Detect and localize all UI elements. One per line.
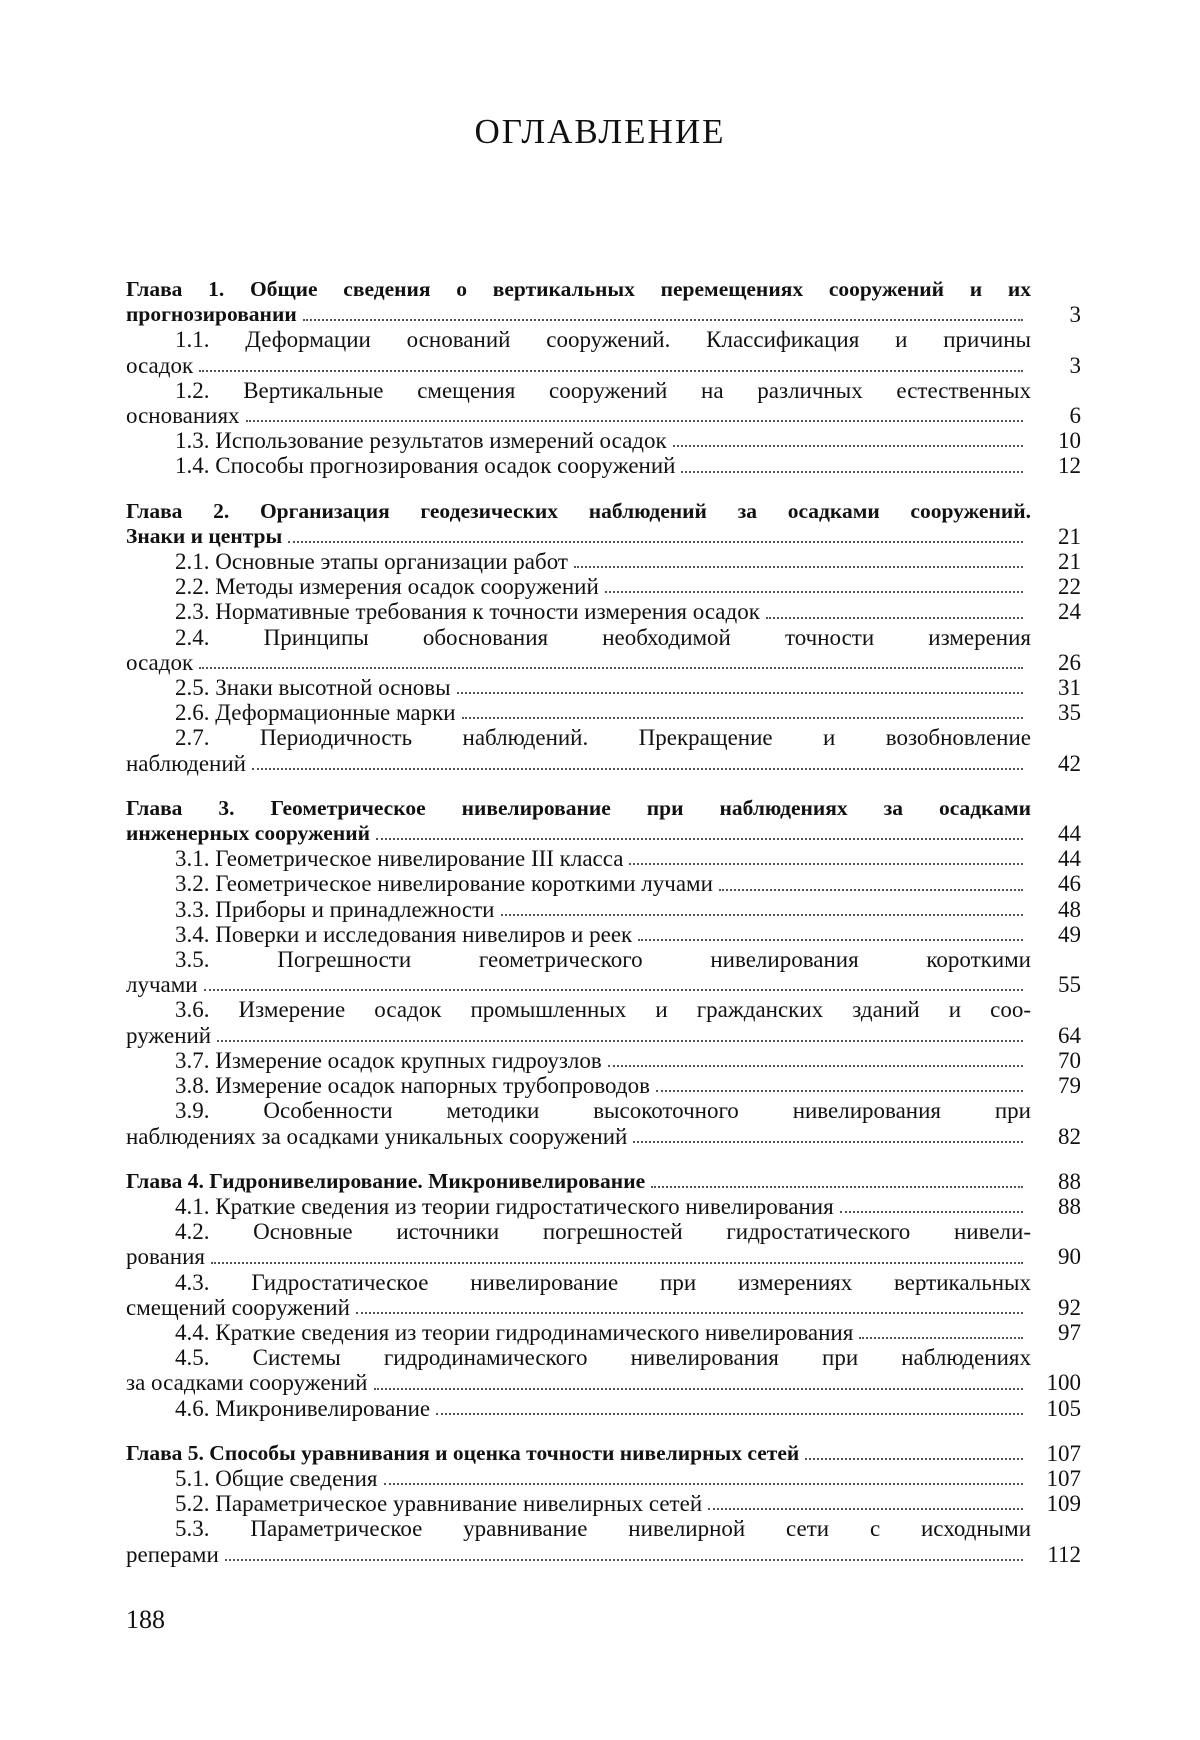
leader-fill [368,1387,1032,1396]
section-title: 5.2. Параметрическое уравнивание нивелирных сетей [175,1491,703,1517]
dot-leader [651,1185,1023,1188]
section-page-number: 21 [1058,549,1081,575]
leader-fill [451,691,1031,700]
section-page-number: 42 [1058,750,1081,776]
section-page-number: 44 [1058,846,1081,872]
section-page-number: 100 [1046,1370,1081,1396]
dot-leader [204,988,1023,991]
dot-leader [288,540,1023,543]
section-line [126,1124,1081,1149]
dot-leader [840,1210,1023,1213]
section-line [126,1244,1081,1269]
section-page-number: 35 [1058,700,1081,726]
section-title: 2.1. Основные этапы организации работ [175,549,568,575]
dot-leader [633,1140,1023,1143]
page-number: 188 [126,1605,165,1634]
leader-fill [632,938,1031,947]
section-title: 1.3. Использование результатов измерений осадок [175,428,667,454]
section-page-number: 49 [1058,921,1081,947]
leader-fill [240,419,1031,428]
dot-leader [384,1482,1024,1485]
leader-fill [219,1558,1031,1567]
dot-leader [574,565,1023,568]
dot-leader [681,470,1023,473]
section-title-first-line: 5.3. Параметрическое уравнивание нивелирной сети с исходными [175,1516,1031,1542]
section-title: 2.3. Нормативные требования к точности измерения осадок [175,599,760,625]
section-title: 5.1. Общие сведения [175,1465,378,1491]
chapter-heading-line [126,302,1081,327]
dot-leader [859,1336,1023,1339]
section-page-number: 107 [1046,1465,1081,1491]
section-line [126,947,1081,972]
section-page-number: 31 [1058,675,1081,701]
dot-leader [719,888,1023,891]
dot-leader [629,862,1023,865]
section-title: смещений сооружений [126,1294,350,1320]
section-title: 4.1. Краткие сведения из теории гидростатического нивелирования [175,1193,834,1219]
section-title: лучами [126,972,198,998]
leader-fill [430,1412,1031,1421]
dot-leader [246,419,1023,422]
leader-fill [853,1336,1031,1345]
section-page-number: 92 [1058,1294,1081,1320]
section-line [126,1466,1081,1491]
section-page-number: 24 [1058,599,1081,625]
dot-leader [708,1507,1023,1510]
section-line [126,1491,1081,1516]
section-title: 2.6. Деформационные марки [175,700,456,726]
section-title-first-line: 4.5. Системы гидродинамического нивелирования при наблюдениях [175,1345,1031,1371]
leader-fill [193,369,1031,378]
leader-fill [246,767,1031,776]
dot-leader [656,1089,1023,1092]
dot-leader [211,1261,1023,1264]
leader-fill [297,318,1031,327]
dot-leader [217,1039,1023,1042]
leader-fill [799,1457,1031,1466]
section-page-number: 64 [1058,1022,1081,1048]
section-title: ружений [126,1022,212,1048]
dot-leader [608,1064,1023,1067]
chapter-block [126,796,1081,1149]
leader-fill [650,1089,1031,1098]
dot-leader [436,1412,1023,1415]
chapter-title: Глава 4. Гидронивелирование. Микронивелирование [126,1168,646,1193]
chapter-title-first-line: Глава 2. Организация геодезических наблюдений за осадками сооружений. [126,498,1031,523]
section-title-first-line: 1.1. Деформации оснований сооружений. Классификация и причины [175,327,1031,353]
section-line [126,1073,1081,1098]
section-line [126,378,1081,403]
chapter-heading-line [126,1441,1081,1466]
leader-fill [350,1311,1031,1320]
section-line [126,1516,1081,1541]
section-line [126,1370,1081,1395]
leader-fill [760,616,1031,625]
chapter-heading-line [126,821,1081,846]
section-title: 3.8. Измерение осадок напорных трубопроводов [175,1073,650,1099]
section-title: 3.2. Геометрическое нивелирование короткими лучами [175,871,713,897]
leader-fill [713,888,1031,897]
chapter-heading-line [126,499,1081,524]
section-title: основаниях [126,403,240,429]
chapter-heading-line [126,1169,1081,1194]
dot-leader [638,938,1023,941]
chapter-page-number: 107 [1046,1440,1081,1466]
leader-fill [205,1261,1031,1270]
section-title-first-line: 2.4. Принципы обоснования необходимой точности измерения [175,624,1031,650]
leader-fill [834,1210,1031,1219]
chapter-title: Знаки и центры [126,523,283,548]
chapter-page-number: 88 [1058,1168,1081,1194]
section-title: 3.7. Измерение осадок крупных гидроузлов [175,1047,602,1073]
section-line [126,897,1081,922]
dot-leader [673,444,1023,447]
section-title: 3.1. Геометрическое нивелирование III класса [175,846,624,872]
table-of-contents [126,277,1081,1587]
section-line [126,1098,1081,1123]
section-page-number: 10 [1058,428,1081,454]
section-line [126,922,1081,947]
section-line [126,700,1081,725]
section-page-number: 79 [1058,1073,1081,1099]
section-line [126,1542,1081,1567]
leader-fill [602,1064,1031,1073]
section-line [126,1295,1081,1320]
chapter-block [126,499,1081,776]
section-line [126,1219,1081,1244]
leader-fill [667,444,1031,453]
section-title: 2.2. Методы измерения осадок сооружений [175,574,599,600]
section-title: 3.3. Приборы и принадлежности [175,896,495,922]
section-title-first-line: 3.9. Особенности методики высокоточного нивелирования при [175,1098,1031,1124]
section-title-first-line: 3.5. Погрешности геометрического нивелирования короткими [175,947,1031,973]
section-page-number: 46 [1058,871,1081,897]
section-line [126,625,1081,650]
dot-leader [199,666,1023,669]
section-page-number: 90 [1058,1244,1081,1270]
section-line [126,327,1081,352]
section-title-first-line: 2.7. Периодичность наблюдений. Прекращение и возобновление [175,725,1031,751]
chapter-title-first-line: Глава 1. Общие сведения о вертикальных перемещениях сооружений и их [126,277,1031,301]
dot-leader [374,1387,1024,1390]
section-line [126,972,1081,997]
section-title: 2.5. Знаки высотной основы [175,675,451,701]
chapter-block [126,277,1081,479]
dot-leader [199,369,1023,372]
section-page-number: 88 [1058,1193,1081,1219]
leader-fill [193,666,1031,675]
leader-fill [599,590,1031,599]
leader-fill [282,540,1031,549]
chapter-block [126,1441,1081,1567]
section-line [126,1396,1081,1421]
section-page-number: 6 [1069,403,1081,429]
section-line [126,725,1081,750]
dot-leader [356,1311,1023,1314]
section-line [126,751,1081,776]
leader-fill [211,1039,1031,1048]
leader-fill [623,862,1031,871]
chapter-block [126,1169,1081,1421]
dot-leader [376,837,1023,840]
chapter-heading-line [126,277,1081,302]
leader-fill [568,565,1031,574]
section-line [126,403,1081,428]
section-line [126,650,1081,675]
section-title: осадок [126,649,194,675]
leader-fill [645,1185,1031,1194]
section-page-number: 112 [1047,1541,1081,1567]
section-title-first-line: 4.3. Гидростатическое нивелирование при измерениях вертикальных [175,1269,1031,1295]
section-title: рования [126,1244,205,1270]
section-line [126,1023,1081,1048]
chapter-heading-line [126,796,1081,821]
section-page-number: 97 [1058,1319,1081,1345]
section-line [126,675,1081,700]
leader-fill [627,1140,1031,1149]
section-title-first-line: 1.2. Вертикальные смещения сооружений на различных естественных [175,377,1031,403]
dot-leader [457,691,1023,694]
leader-fill [675,470,1031,479]
dot-leader [501,913,1024,916]
page-title: ОГЛАВЛЕНИЕ [474,112,726,151]
chapter-page-number: 21 [1058,523,1081,549]
dot-leader [303,318,1023,321]
section-title: наблюдениях за осадками уникальных сооружений [126,1123,628,1149]
dot-leader [462,716,1023,719]
section-title: за осадками сооружений [126,1370,368,1396]
section-line [126,428,1081,453]
section-line [126,1345,1081,1370]
dot-leader [805,1457,1023,1460]
dot-leader [252,767,1023,770]
section-page-number: 12 [1058,453,1081,479]
section-title-first-line: 4.2. Основные источники погрешностей гидростатического нивели- [175,1219,1031,1245]
chapter-title: прогнозировании [126,302,297,327]
section-line [126,549,1081,574]
section-page-number: 105 [1046,1395,1081,1421]
section-line [126,1320,1081,1345]
leader-fill [495,913,1032,922]
leader-fill [198,988,1031,997]
chapter-title: Глава 5. Способы уравнивания и оценка точности нивелирных сетей [126,1440,800,1465]
section-title: осадок [126,352,194,378]
section-line [126,599,1081,624]
dot-leader [766,616,1023,619]
section-line [126,574,1081,599]
section-page-number: 22 [1058,574,1081,600]
section-line [126,1194,1081,1219]
section-line [126,1048,1081,1073]
section-title: наблюдений [126,750,246,776]
section-title-first-line: 3.6. Измерение осадок промышленных и гражданских зданий и соо- [175,997,1031,1023]
leader-fill [370,837,1031,846]
section-line [126,353,1081,378]
section-line [126,1270,1081,1295]
chapter-page-number: 44 [1058,821,1081,847]
section-page-number: 109 [1046,1491,1081,1517]
section-line [126,846,1081,871]
section-page-number: 55 [1058,972,1081,998]
leader-fill [456,716,1031,725]
leader-fill [378,1482,1032,1491]
leader-fill [702,1507,1031,1516]
section-title: 3.4. Поверки и исследования нивелиров и реек [175,921,633,947]
section-line [126,997,1081,1022]
section-title: 4.4. Краткие сведения из теории гидродинамического нивелирования [175,1319,854,1345]
section-page-number: 3 [1069,352,1081,378]
chapter-title-first-line: Глава 3. Геометрическое нивелирование при наблюдениях за осадками [126,795,1031,820]
chapter-title: инженерных сооружений [126,821,371,846]
dot-leader [605,590,1023,593]
section-page-number: 70 [1058,1047,1081,1073]
section-title: 1.4. Способы прогнозирования осадок сооружений [175,453,676,479]
section-title: реперами [126,1541,219,1567]
section-page-number: 82 [1058,1123,1081,1149]
section-page-number: 26 [1058,649,1081,675]
dot-leader [225,1558,1023,1561]
section-line [126,871,1081,896]
section-title: 4.6. Микронивелирование [175,1395,431,1421]
section-page-number: 48 [1058,896,1081,922]
chapter-heading-line [126,524,1081,549]
chapter-page-number: 3 [1069,302,1081,328]
section-line [126,453,1081,478]
